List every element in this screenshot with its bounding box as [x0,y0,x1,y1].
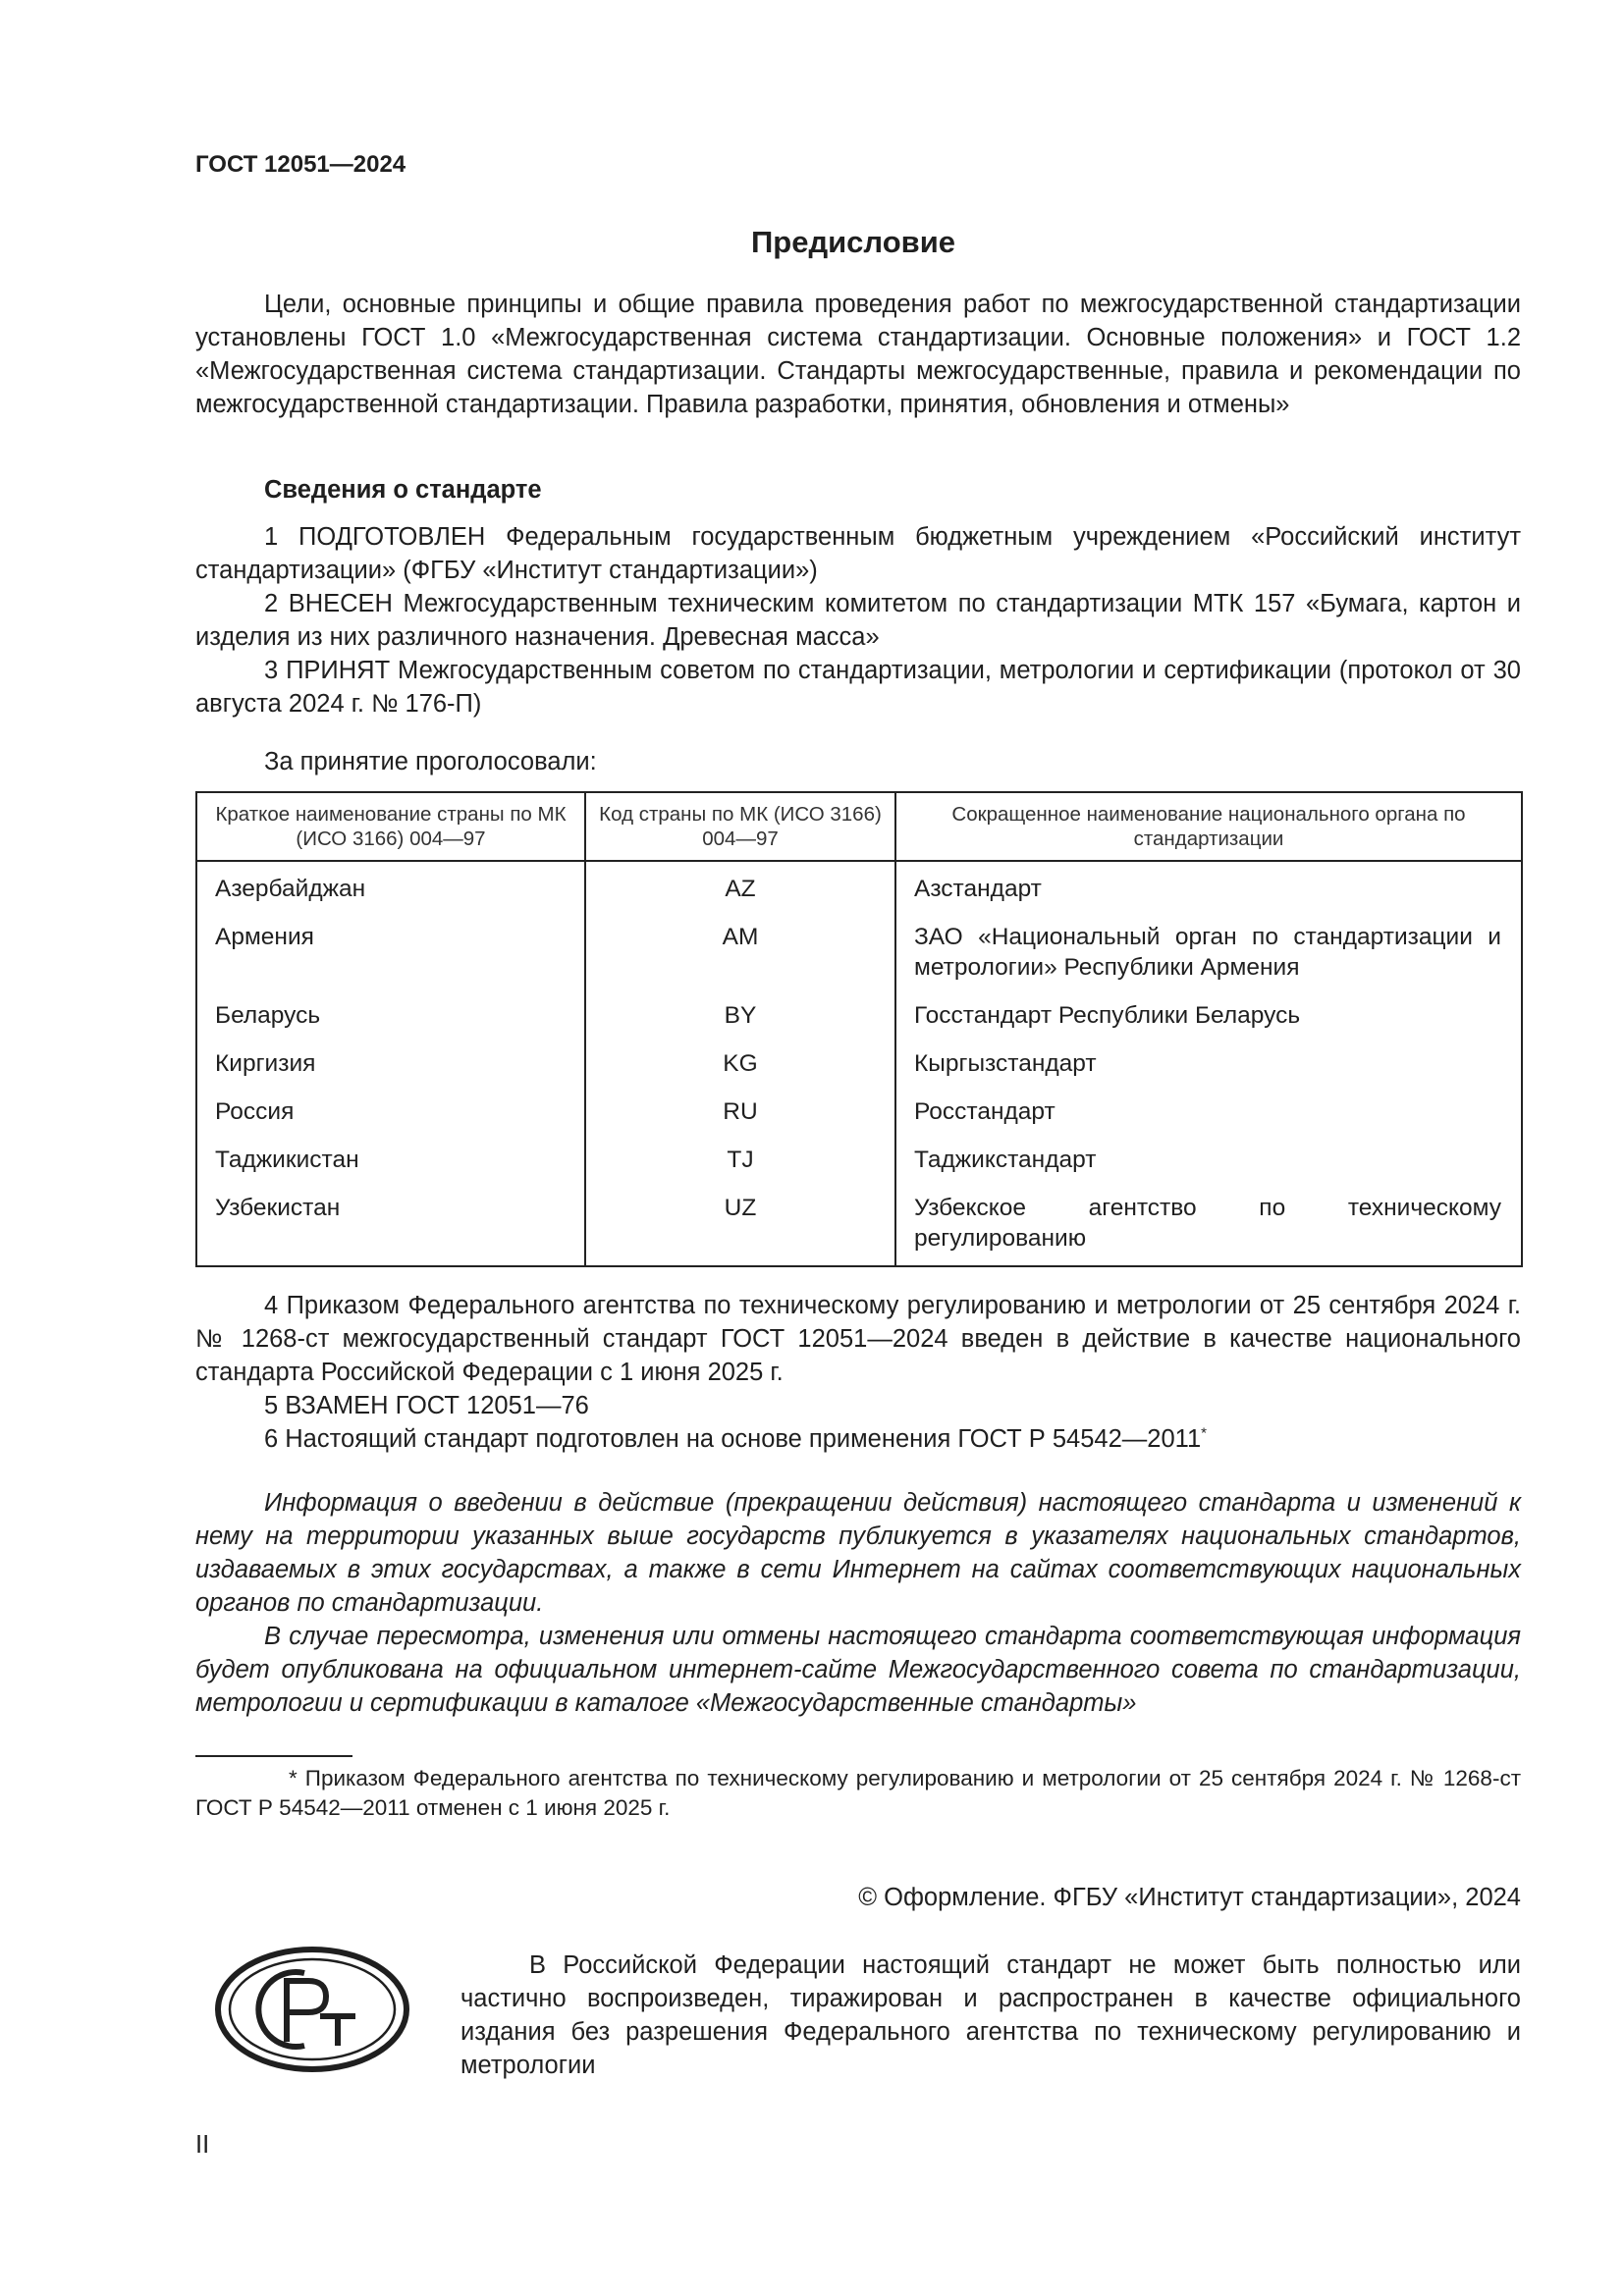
page-number: II [195,2131,210,2159]
table-header-row [196,792,1522,861]
footnote-text: * Приказом Федерального агентства по техническому регулированию и метрологии от 25 сентября 2024 г. № 1268-ст ГОСТ Р 54542—2011 отменен с 1 июня 2025 г. [195,1766,1521,1820]
national-body: Росстандарт [914,1098,1056,1125]
section-title: Предисловие [750,225,955,259]
footnote-reference-mark[interactable]: * [1201,1424,1207,1442]
revision-notice-paragraph: В случае пересмотра, изменения или отмены настоящего стандарта соответствующая информация будет опубликована на официальном интернет-сайте Межгосударственного совета по стандартизации, метрологии и сертификации в каталоге «Межгосударственные стандарты» [195,1623,1521,1717]
table-row [196,910,1522,988]
country-code: KG [585,1037,895,1085]
column-header-country: Краткое наименование страны по МК (ИСО 3166) 004—97 [196,792,585,861]
enactment-block [195,1289,1521,1456]
intro-block [195,288,1521,421]
document-header: ГОСТ 12051—2024 [195,151,406,178]
country-name: Узбекистан [196,1181,585,1266]
info-item-5: 5 ВЗАМЕН ГОСТ 12051—76 [264,1392,589,1419]
country-code: AZ [585,861,895,910]
national-body: ЗАО «Национальный орган по стандартизации и метрологии» Республики Армения [914,924,1501,981]
info-item-6-text: 6 Настоящий стандарт подготовлен на основе применения ГОСТ Р 54542—2011 [264,1425,1202,1453]
publication-notice-block [195,1486,1521,1720]
table-row [196,1181,1522,1266]
country-code: BY [585,988,895,1037]
voting-countries-table [195,791,1523,1267]
table-row [196,861,1522,910]
country-code: UZ [585,1181,895,1266]
info-item-6 [195,1422,1521,1456]
info-item-1: 1 ПОДГОТОВЛЕН Федеральным государственным бюджетным учреждением «Российский институт стандартизации» (ФГБУ «Институт стандартизации») [195,523,1521,584]
column-header-code: Код страны по МК (ИСО 3166) 004—97 [585,792,895,861]
country-name: Азербайджан [196,861,585,910]
standard-info-heading: Сведения о стандарте [264,476,542,504]
country-code: RU [585,1085,895,1133]
copyright-notice: © Оформление. ФГБУ «Институт стандартизации», 2024 [858,1884,1521,1911]
national-body: Узбекское агентство по техническому регулированию [914,1195,1501,1252]
column-header-agency: Сокращенное наименование национального органа по стандартизации [895,792,1522,861]
rst-logo-icon [214,1944,410,2076]
voted-label: За принятие проголосовали: [264,748,597,775]
intro-paragraph: Цели, основные принципы и общие правила проведения работ по межгосударственной стандартизации установлены ГОСТ 1.0 «Межгосударственная система стандартизации. Основные положения» и ГОСТ 1.2 «Межгосударственная система стандартизации. Стандарты межгосударственные, правила и рекомендации по межгосударственной стандартизации. Правила разработки, принятия, обновления и отмены» [195,291,1521,418]
reproduction-rights-notice: В Российской Федерации настоящий стандарт не может быть полностью или частично воспроизведен, тиражирован и распространен в качестве официального издания без разрешения Федерального агентства по техническому регулированию и метрологии [460,1951,1521,2079]
table-row [196,988,1522,1037]
country-code: TJ [585,1133,895,1181]
footnote-divider [195,1755,352,1757]
info-item-4: 4 Приказом Федерального агентства по техническому регулированию и метрологии от 25 сентября 2024 г. № 1268-ст межгосударственный стандарт ГОСТ 12051—2024 введен в действие в качестве национального стандарта Российской Федерации с 1 июня 2025 г. [195,1292,1521,1386]
table-row [196,1085,1522,1133]
rst-logo [214,1944,410,2076]
country-name: Киргизия [196,1037,585,1085]
info-item-3: 3 ПРИНЯТ Межгосударственным советом по стандартизации, метрологии и сертификации (протокол от 30 августа 2024 г. № 176-П) [195,657,1521,718]
country-name: Армения [196,910,585,988]
footnote-block [195,1764,1521,1823]
national-body: Кыргызстандарт [914,1050,1097,1077]
national-body: Азстандарт [914,876,1042,902]
country-code: AM [585,910,895,988]
table-row [196,1037,1522,1085]
national-body: Таджикстандарт [914,1147,1097,1173]
national-body: Госстандарт Республики Беларусь [914,1002,1301,1029]
country-name: Таджикистан [196,1133,585,1181]
publication-notice-paragraph: Информация о введении в действие (прекращении действия) настоящего стандарта и изменений к нему на территории указанных выше государств публикуется в указателях национальных стандартов, издаваемых в этих государствах, а также в сети Интернет на сайтах соответствующих национальных органов по стандартизации. [195,1489,1521,1617]
standard-info-block [195,473,1521,721]
country-name: Россия [196,1085,585,1133]
country-name: Беларусь [196,988,585,1037]
voted-block [195,745,1521,778]
table-row [196,1133,1522,1181]
info-item-2: 2 ВНЕСЕН Межгосударственным техническим комитетом по стандартизации МТК 157 «Бумага, картон и изделия из них различного назначения. Древесная масса» [195,590,1521,651]
